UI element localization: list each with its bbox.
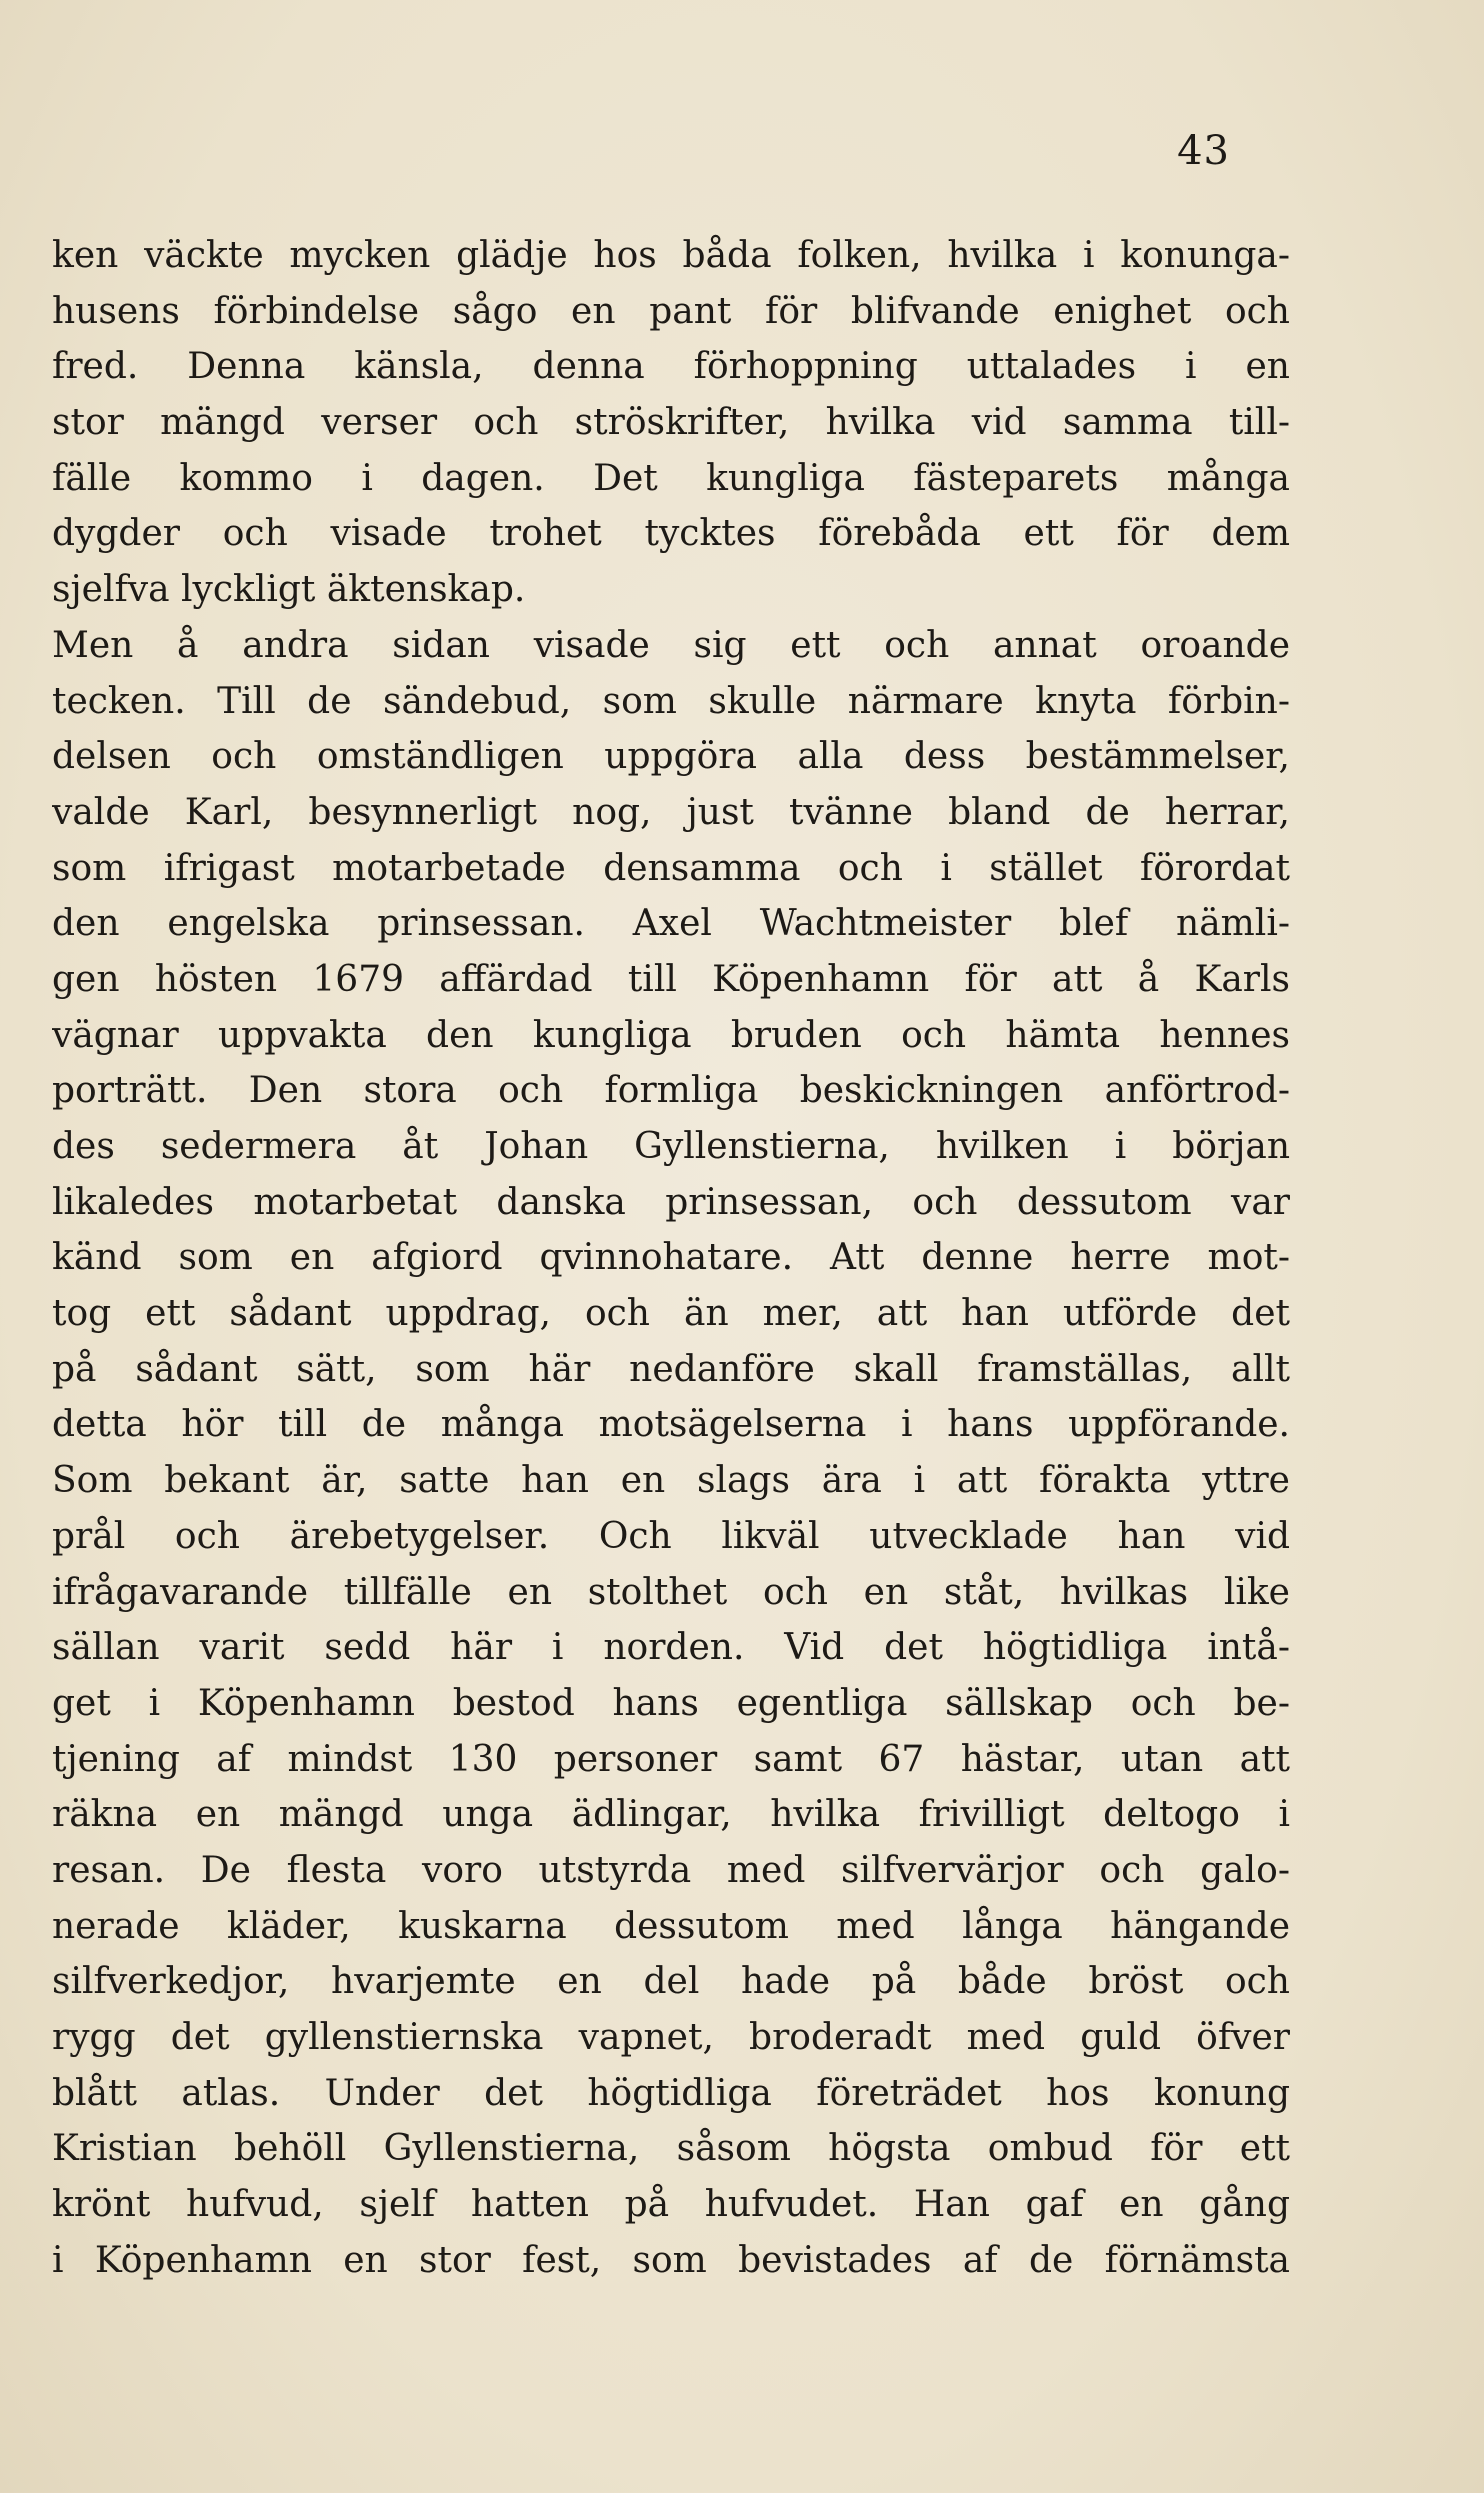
text-line: Men å andra sidan visade sig ett och annat oroande [52, 624, 1290, 666]
text-line: porträtt. Den stora och formliga beskickningen anförtrod- [52, 1070, 1290, 1112]
text-line: blått atlas. Under det högtidliga företrädet hos konung [52, 2072, 1290, 2114]
text-line: Kristian behöll Gyllenstierna, såsom högsta ombud för ett [52, 2128, 1290, 2170]
text-line: tecken. Till de sändebud, som skulle närmare knyta förbin- [52, 680, 1290, 722]
text-line: tjening af mindst 130 personer samt 67 hästar, utan att [52, 1738, 1290, 1780]
text-line: delsen och omständligen uppgöra alla dess bestämmelser, [52, 736, 1290, 778]
text-line: ifrågavarande tillfälle en stolthet och en ståt, hvilkas like [52, 1571, 1290, 1613]
text-line: i Köpenhamn en stor fest, som bevistades af de förnämsta [52, 2239, 1290, 2281]
text-line: prål och ärebetygelser. Och likväl utvecklade han vid [52, 1515, 1290, 1557]
text-line: get i Köpenhamn bestod hans egentliga sällskap och be- [52, 1682, 1290, 1724]
text-line: på sådant sätt, som här nedanföre skall framställas, allt [52, 1348, 1290, 1390]
text-line: fred. Denna känsla, denna förhoppning uttalades i en [52, 346, 1290, 388]
text-line: den engelska prinsessan. Axel Wachtmeister blef nämli- [52, 903, 1290, 945]
text-line: resan. De flesta voro utstyrda med silfvervärjor och galo- [52, 1849, 1290, 1891]
text-line: vägnar uppvakta den kungliga bruden och hämta hennes [52, 1014, 1290, 1056]
text-line: fälle kommo i dagen. Det kungliga fästeparets många [52, 457, 1290, 499]
page-number: 43 [1177, 128, 1230, 174]
text-line: husens förbindelse sågo en pant för blifvande enighet och [52, 290, 1290, 332]
text-line: dygder och visade trohet tycktes förebåda ett för dem [52, 513, 1290, 555]
text-line: likaledes motarbetat danska prinsessan, och dessutom var [52, 1181, 1290, 1223]
text-line: valde Karl, besynnerligt nog, just tvänne bland de herrar, [52, 791, 1290, 833]
text-line: krönt hufvud, sjelf hatten på hufvudet. Han gaf en gång [52, 2184, 1290, 2226]
text-line: som ifrigast motarbetade densamma och i stället förordat [52, 847, 1290, 889]
text-line: sjelfva lyckligt äktenskap. [52, 569, 526, 611]
text-line: Som bekant är, satte han en slags ära i att förakta yttre [52, 1460, 1290, 1502]
text-line: ken väckte mycken glädje hos båda folken, hvilka i konunga- [52, 235, 1290, 276]
text-line: känd som en afgiord qvinnohatare. Att denne herre mot- [52, 1237, 1290, 1279]
text-line: gen hösten 1679 affärdad till Köpenhamn för att å Karls [52, 958, 1290, 1000]
text-line: des sedermera åt Johan Gyllenstierna, hvilken i början [52, 1126, 1290, 1167]
text-line: rygg det gyllenstiernska vapnet, broderadt med guld öfver [52, 2017, 1290, 2058]
text-line: stor mängd verser och ströskrifter, hvilka vid samma till- [52, 402, 1290, 444]
text-line: detta hör till de många motsägelserna i hans uppförande. [52, 1404, 1290, 1446]
text-line: silfverkedjor, hvarjemte en del hade på både bröst och [52, 1961, 1290, 2003]
text-line: räkna en mängd unga ädlingar, hvilka frivilligt deltogo i [52, 1794, 1290, 1836]
text-line: tog ett sådant uppdrag, och än mer, att han utförde det [52, 1293, 1290, 1335]
text-line: nerade kläder, kuskarna dessutom med långa hängande [52, 1905, 1290, 1947]
body-text [52, 228, 1290, 2288]
text-line: sällan varit sedd här i norden. Vid det högtidliga intå- [52, 1627, 1290, 1669]
